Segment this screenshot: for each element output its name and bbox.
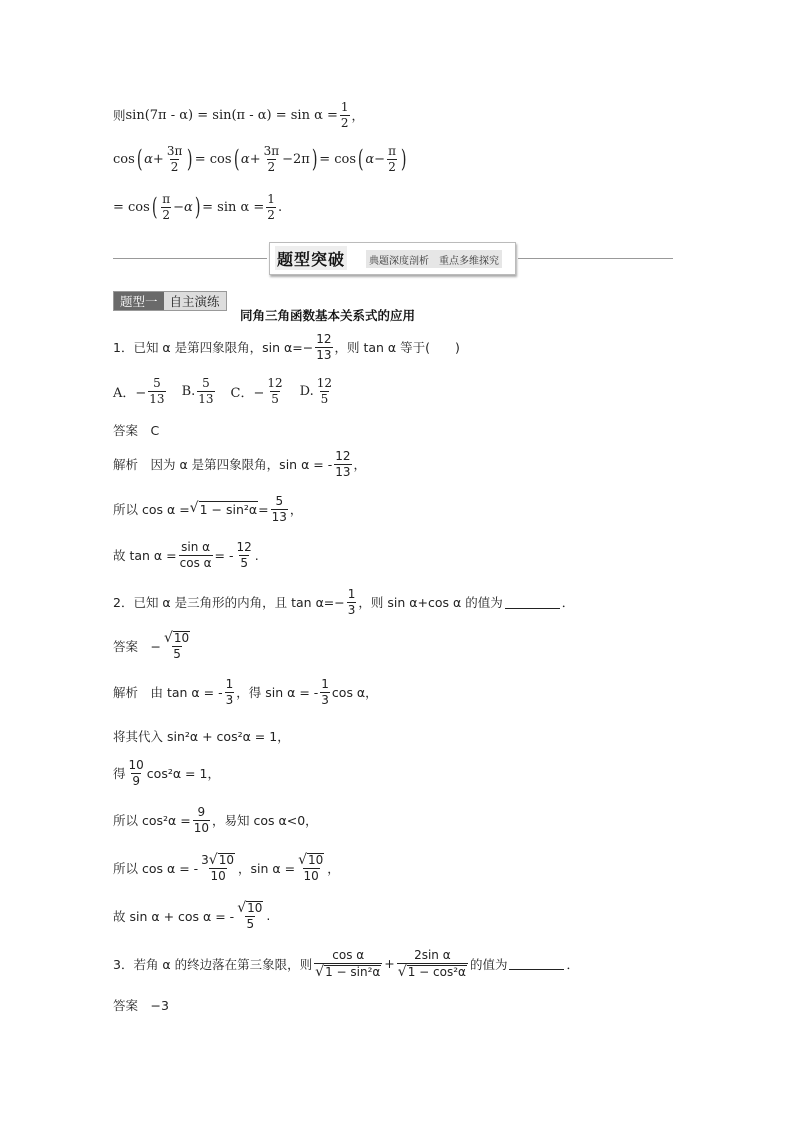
text: 2．已知 α 是三角形的内角，且 tan α=− bbox=[113, 595, 345, 611]
text: 的值为 bbox=[469, 956, 508, 972]
topic-tag bbox=[113, 291, 227, 311]
fraction: 2sin α √ 1 − cos²α bbox=[397, 948, 466, 980]
option-a: A．− bbox=[113, 385, 147, 401]
text: 答案 − bbox=[113, 638, 161, 654]
q1-options bbox=[113, 377, 335, 405]
math: α+ bbox=[144, 151, 164, 167]
q2-solution-5 bbox=[113, 853, 340, 883]
tag-part-1: 题型一 bbox=[114, 292, 164, 310]
math: sin(7π - α) = sin(π - α) = sin α = bbox=[125, 107, 338, 123]
q1-answer: 答案 C bbox=[113, 423, 160, 438]
math: α+ bbox=[240, 151, 261, 167]
text: ，sin α = bbox=[238, 860, 296, 876]
text: ， bbox=[327, 860, 340, 876]
q3-stem bbox=[113, 949, 579, 979]
q2-solution-4 bbox=[113, 806, 318, 834]
text: 所以 cos²α = bbox=[113, 813, 191, 829]
text: ，得 sin α = - bbox=[236, 685, 319, 701]
fraction: $\frac{5}{13}$ bbox=[271, 494, 287, 524]
q2-solution-2: 将其代入 sin²α + cos²α = 1， bbox=[113, 729, 290, 744]
text: 故 tan α = bbox=[113, 548, 177, 564]
paren: ) bbox=[194, 193, 201, 222]
text: 所以 cos α = bbox=[113, 502, 190, 518]
text: 所以 cos α = - bbox=[113, 860, 199, 876]
math: α− bbox=[365, 151, 386, 167]
option-c: C．− bbox=[230, 385, 265, 401]
banner-rule-right bbox=[518, 258, 673, 259]
fraction: $\frac{12}{13}$ bbox=[316, 332, 332, 362]
q1-solution-2 bbox=[113, 495, 302, 523]
fraction: $\frac{5}{13}$ bbox=[198, 376, 214, 406]
fraction: $\frac{10}{9}$ bbox=[128, 758, 144, 788]
text: = bbox=[258, 501, 269, 517]
math: = sin α = bbox=[202, 199, 265, 215]
fraction: $\frac{1}{3}$ bbox=[321, 677, 329, 707]
text: 故 sin α + cos α = - bbox=[113, 908, 235, 924]
option-d: D. bbox=[299, 383, 314, 399]
intro-line-2 bbox=[113, 145, 408, 173]
fraction: $\frac{12}{5}$ bbox=[316, 376, 333, 406]
q2-solution-1 bbox=[113, 678, 378, 706]
fraction: cos α √ 1 − sin²α bbox=[315, 948, 381, 980]
section-title: 同角三角函数基本关系式的应用 bbox=[240, 308, 416, 323]
text: ，则 tan α 等于( ) bbox=[334, 340, 460, 356]
math: cos bbox=[113, 151, 135, 167]
math: −2π bbox=[282, 151, 310, 167]
answer-blank[interactable] bbox=[509, 957, 564, 970]
text: 则 bbox=[113, 108, 126, 124]
paren: ( bbox=[151, 193, 158, 222]
math: −α bbox=[173, 199, 193, 215]
text: = - bbox=[214, 547, 234, 563]
fraction: $\frac{3\pi}{2}$ bbox=[166, 144, 183, 174]
paren: ) bbox=[187, 145, 193, 174]
answer-blank[interactable] bbox=[505, 596, 560, 609]
intro-line-3 bbox=[113, 193, 282, 221]
fraction: $\frac{1}{3}$ bbox=[225, 677, 234, 707]
paren: ( bbox=[357, 145, 364, 174]
text: cos²α = 1， bbox=[146, 766, 220, 782]
fraction: √ 10 5 bbox=[163, 630, 190, 661]
fraction: $\frac{\text{sin α}}{\text{cos α}}$ bbox=[179, 540, 212, 570]
banner-title: 题型突破 bbox=[275, 246, 347, 270]
text: 得 bbox=[113, 766, 126, 782]
fraction: $\frac{3\pi}{2}$ bbox=[263, 144, 280, 174]
fraction: √ 10 10 bbox=[298, 852, 324, 883]
option-b: B. bbox=[181, 383, 196, 399]
text: ， bbox=[289, 502, 303, 518]
section-banner bbox=[269, 242, 516, 275]
text: 3．若角 α 的终边落在第三象限，则 bbox=[113, 956, 313, 972]
fraction: $\frac{\pi}{2}$ bbox=[162, 192, 171, 222]
text: 解析 由 tan α = - bbox=[113, 685, 223, 701]
math: = cos bbox=[194, 151, 232, 167]
fraction: $\frac{5}{13}$ bbox=[149, 376, 165, 406]
q3-answer: 答案 −3 bbox=[113, 998, 169, 1013]
fraction: $\frac{12}{5}$ bbox=[236, 540, 252, 570]
paren: ) bbox=[400, 145, 407, 174]
text: ，则 sin α+cos α 的值为 bbox=[358, 595, 503, 611]
paren: ( bbox=[136, 145, 143, 174]
fraction: $\frac{9}{10}$ bbox=[193, 805, 209, 835]
fraction: $\frac{1}{2}$ bbox=[267, 192, 275, 222]
text: . bbox=[254, 547, 259, 563]
banner-subtitle: 典题深度剖析 重点多维探究 bbox=[366, 250, 502, 268]
fraction: $\frac{12}{13}$ bbox=[335, 449, 351, 479]
text: ． bbox=[566, 956, 579, 972]
paren: ( bbox=[233, 145, 240, 174]
banner-rule-left bbox=[113, 258, 267, 259]
q2-stem bbox=[113, 588, 574, 616]
text: 1．已知 α 是第四象限角，sin α=− bbox=[113, 340, 314, 356]
math: = cos bbox=[319, 151, 357, 167]
q1-solution-3 bbox=[113, 541, 259, 569]
fraction: √ 10 5 bbox=[237, 900, 263, 931]
q2-answer bbox=[113, 631, 193, 661]
text: cos α， bbox=[331, 685, 378, 701]
text: ． bbox=[561, 595, 575, 611]
text: + bbox=[384, 956, 395, 972]
q1-solution-1 bbox=[113, 450, 366, 478]
fraction: $\frac{1}{2}$ bbox=[340, 100, 349, 130]
q2-solution-6 bbox=[113, 901, 270, 931]
text: ， bbox=[353, 457, 367, 473]
math: = cos bbox=[113, 199, 150, 215]
text: ，易知 cos α<0， bbox=[212, 813, 318, 829]
fraction: $\frac{\pi}{2}$ bbox=[388, 144, 396, 174]
intro-line-1 bbox=[113, 101, 364, 129]
text: . bbox=[277, 199, 283, 215]
fraction: $\frac{12}{5}$ bbox=[267, 376, 283, 406]
fraction: 3 √ 10 10 bbox=[201, 852, 234, 883]
fraction: $\frac{1}{3}$ bbox=[347, 587, 356, 617]
q2-solution-3 bbox=[113, 759, 220, 787]
paren: ) bbox=[311, 145, 318, 174]
text: . bbox=[266, 908, 271, 924]
sqrt: √ 1 − sin²α bbox=[189, 500, 258, 518]
tag-part-2: 自主演练 bbox=[164, 292, 226, 310]
q1-stem bbox=[113, 333, 460, 361]
text: 解析 因为 α 是第四象限角，sin α = - bbox=[113, 457, 333, 473]
text: ， bbox=[351, 108, 365, 124]
